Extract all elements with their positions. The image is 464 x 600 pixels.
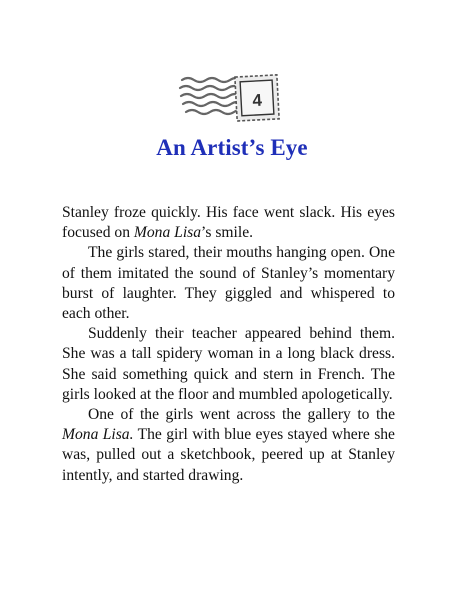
chapter-stamp bbox=[178, 66, 286, 126]
text-segment: Stanley froze quickly. His face went slack. His eyes focused on bbox=[62, 204, 395, 242]
text-segment: The girls stared, their mouths hanging open. One of them imitated the sound of Stanley’s momentary burst of laughter. They giggled and whispered to each other. bbox=[62, 244, 395, 323]
paragraph-1 bbox=[62, 203, 395, 243]
text-segment: Suddenly their teacher appeared behind them. She was a tall spidery woman in a long black dress. She said something quick and stern in French. The girls looked at the floor and mumbled apologetically. bbox=[62, 325, 395, 403]
text-segment: ’s smile. bbox=[201, 224, 254, 242]
paragraph-3 bbox=[62, 324, 395, 405]
chapter-title: An Artist’s Eye bbox=[156, 135, 308, 160]
paragraph-2 bbox=[62, 243, 395, 324]
text-segment: The girl with blue eyes stayed where she was, pulled out a sketchbook, peered up at Stanley intently, and started drawing. bbox=[62, 426, 395, 484]
postage-stamp-icon bbox=[178, 66, 286, 126]
chapter-number: 4 bbox=[251, 90, 263, 111]
chapter-body bbox=[62, 203, 395, 486]
paragraph-4 bbox=[62, 405, 395, 486]
italic-text: Mona Lisa bbox=[133, 224, 202, 242]
text-segment: One of the girls went across the gallery to the bbox=[88, 406, 395, 424]
italic-text: Mona Lisa. bbox=[62, 426, 134, 444]
